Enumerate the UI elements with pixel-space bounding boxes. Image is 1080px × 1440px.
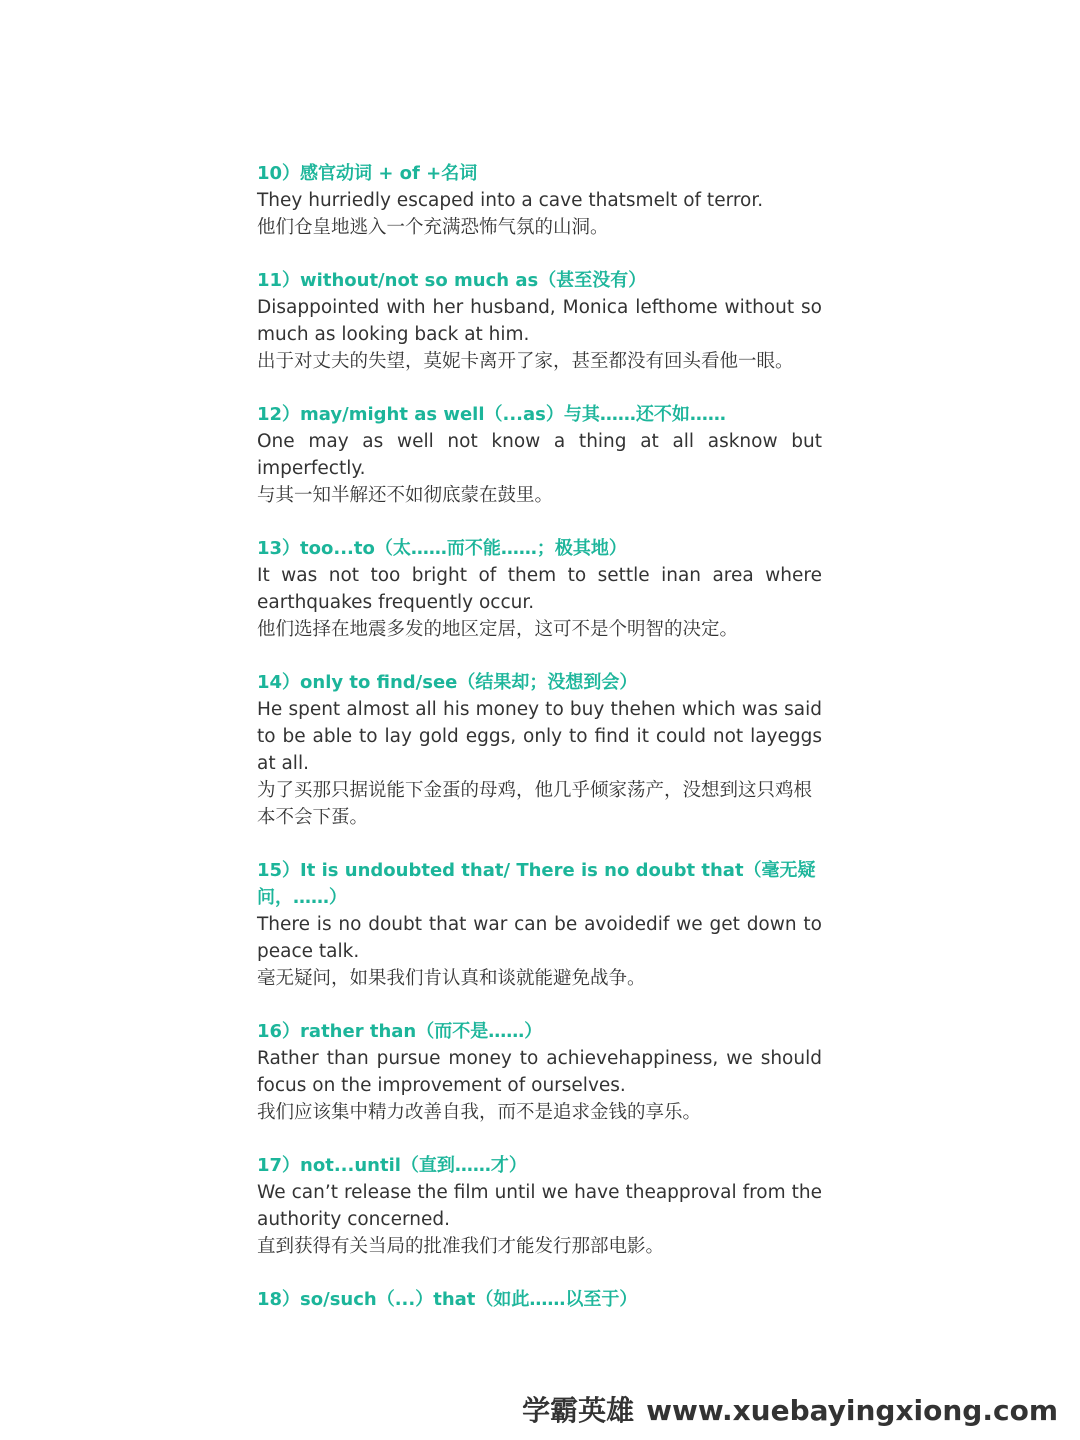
entry-english: There is no doubt that war can be avoidedif we get down to peace talk. (257, 914, 822, 962)
entry-heading: 14）only to find/see（结果却；没想到会） (257, 672, 638, 693)
entry-16 (257, 1018, 822, 1126)
footer-url: www.xuebayingxiong.com (646, 1394, 1058, 1427)
entry-12 (257, 401, 822, 509)
document-body (257, 160, 822, 1339)
entry-english: We can’t release the film until we have theapproval from the authority concerned. (257, 1182, 822, 1230)
entry-11 (257, 267, 822, 375)
entry-english: They hurriedly escaped into a cave thatsmelt of terror. (257, 190, 764, 211)
entry-english: It was not too bright of them to settle inan area where earthquakes frequently occur. (257, 565, 822, 613)
entry-10 (257, 160, 822, 241)
entry-english: Disappointed with her husband, Monica lefthome without so much as looking back at him. (257, 297, 822, 345)
entry-chinese: 他们仓皇地逃入一个充满恐怖气氛的山洞。 (257, 217, 609, 238)
entry-english: Rather than pursue money to achievehappiness, we should focus on the improvement of ourselves. (257, 1048, 822, 1096)
entry-heading: 16）rather than（而不是……） (257, 1021, 543, 1042)
entry-chinese: 出于对丈夫的失望，莫妮卡离开了家，甚至都没有回头看他一眼。 (257, 351, 794, 372)
entry-heading: 15）It is undoubted that/ There is no doubt that（毫无疑问，……） (257, 860, 816, 908)
footer-watermark (522, 1389, 1058, 1433)
entry-15 (257, 857, 822, 992)
entry-heading: 12）may/might as well（...as）与其……还不如…… (257, 404, 726, 425)
entry-chinese: 他们选择在地震多发的地区定居，这可不是个明智的决定。 (257, 619, 739, 640)
entry-chinese: 直到获得有关当局的批准我们才能发行那部电影。 (257, 1236, 665, 1257)
entry-chinese: 为了买那只据说能下金蛋的母鸡，他几乎倾家荡产，没想到这只鸡根本不会下蛋。 (257, 780, 813, 828)
entry-english: One may as well not know a thing at all asknow but imperfectly. (257, 431, 822, 479)
entry-heading: 17）not...until（直到……才） (257, 1155, 527, 1176)
entry-heading: 18）so/such（...）that（如此……以至于） (257, 1289, 638, 1310)
entry-13 (257, 535, 822, 643)
entry-english: He spent almost all his money to buy thehen which was said to be able to lay gold eggs, only to find it could not layeggs at all. (257, 699, 822, 774)
entry-chinese: 毫无疑问，如果我们肯认真和谈就能避免战争。 (257, 968, 646, 989)
entry-heading: 13）too...to（太……而不能……；极其地） (257, 538, 627, 559)
entry-heading: 10）感官动词 + of +名词 (257, 163, 478, 184)
entry-chinese: 与其一知半解还不如彻底蒙在鼓里。 (257, 485, 554, 506)
entry-chinese: 我们应该集中精力改善自我，而不是追求金钱的享乐。 (257, 1102, 702, 1123)
entry-18 (257, 1286, 822, 1313)
entry-14 (257, 669, 822, 831)
entry-17 (257, 1152, 822, 1260)
footer-brand: 学霸英雄 (522, 1394, 635, 1427)
entry-heading: 11）without/not so much as（甚至没有） (257, 270, 647, 291)
